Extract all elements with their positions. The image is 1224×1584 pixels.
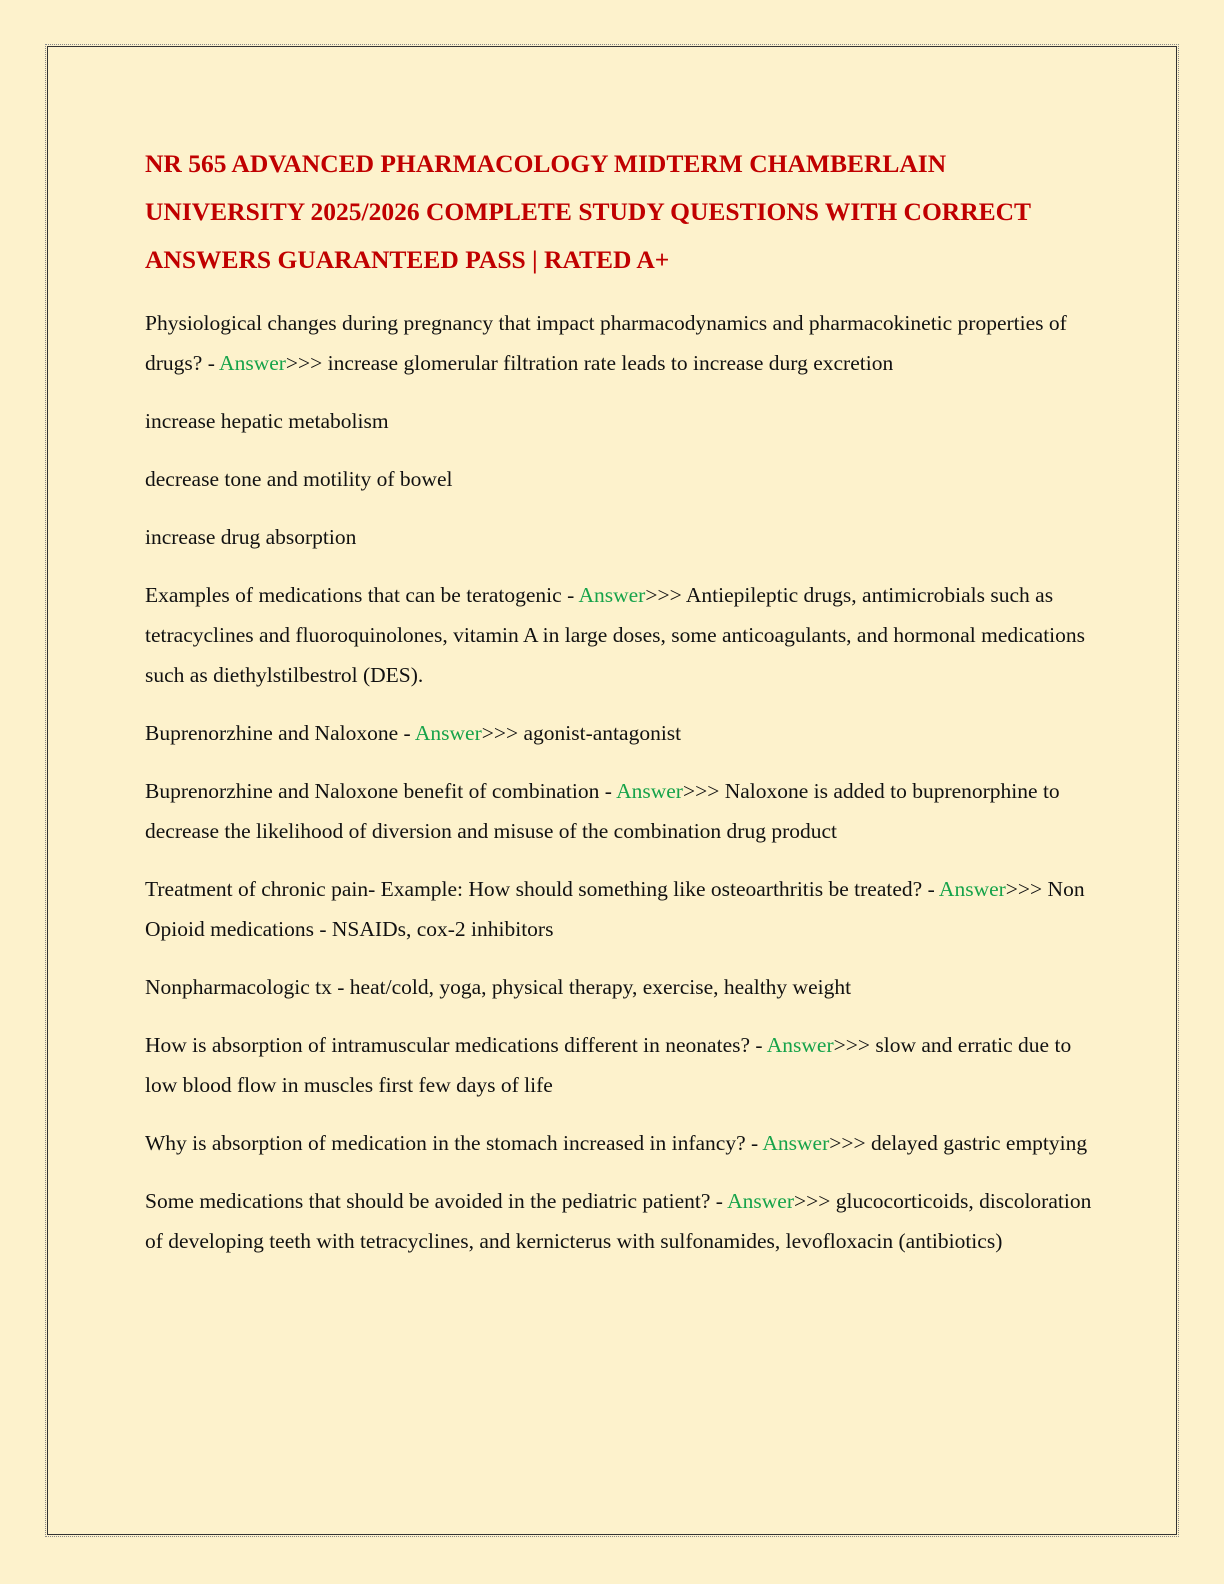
answer-label: Answer [762,1131,830,1155]
qa-paragraph: Buprenorzhine and Naloxone benefit of combination - Answer>>> Naloxone is added to buprenorphine to decrease the likelihood of diversion and misuse of the combination drug product [145,779,1060,843]
answer-label: Answer [414,721,482,745]
qa-paragraph: increase hepatic metabolism [145,409,389,433]
qa-paragraph: Why is absorption of medication in the stomach increased in infancy? - Answer>>> delayed gastric emptying [145,1131,1088,1155]
qa-paragraph: Nonpharmacologic tx - heat/cold, yoga, physical therapy, exercise, healthy weight [145,975,852,999]
qa-paragraph: How is absorption of intramuscular medications different in neonates? - Answer>>> slow and erratic due to low blood flow in muscles first few days of life [145,1033,1072,1097]
qa-paragraph: increase drug absorption [145,525,357,549]
answer-label: Answer [938,877,1006,901]
answer-label: Answer [766,1033,834,1057]
answer-label: Answer [219,351,286,375]
answer-label: Answer [578,583,646,607]
qa-paragraph: Physiological changes during pregnancy that impact pharmacodynamics and pharmacokinetic properties of drugs? - Answer>>> increase glomerular filtration rate leads to increase durg excretion [145,311,1067,375]
qa-paragraph: Examples of medications that can be teratogenic - Answer>>> Antiepileptic drugs, antimicrobials such as tetracyclines and fluoroquinolones, vitamin A in large doses, some anticoagulants, and hormonal medications such as diethylstilbestrol (DES). [145,583,1086,687]
qa-paragraph: Treatment of chronic pain- Example: How should something like osteoarthritis be treated? - Answer>>> Non Opioid medications - NSAIDs, cox-2 inhibitors [145,877,1085,941]
answer-label: Answer [727,1189,795,1213]
answer-label: Answer [616,779,683,803]
document-title: NR 565 ADVANCED PHARMACOLOGY MIDTERM CHAMBERLAIN UNIVERSITY 2025/2026 COMPLETE STUDY QUESTIONS WITH CORRECT ANSWERS GUARANTEED PASS | RATED A+ [145,149,1031,274]
qa-paragraph: Buprenorzhine and Naloxone - Answer>>> agonist-antagonist [145,721,682,745]
qa-paragraph: decrease tone and motility of bowel [145,467,453,491]
document-body [145,140,1105,1279]
qa-paragraph: Some medications that should be avoided in the pediatric patient? - Answer>>> glucocorticoids, discoloration of developing teeth with tetracyclines, and kernicterus with sulfonamides, levofloxacin (antibiotics) [145,1189,1092,1253]
